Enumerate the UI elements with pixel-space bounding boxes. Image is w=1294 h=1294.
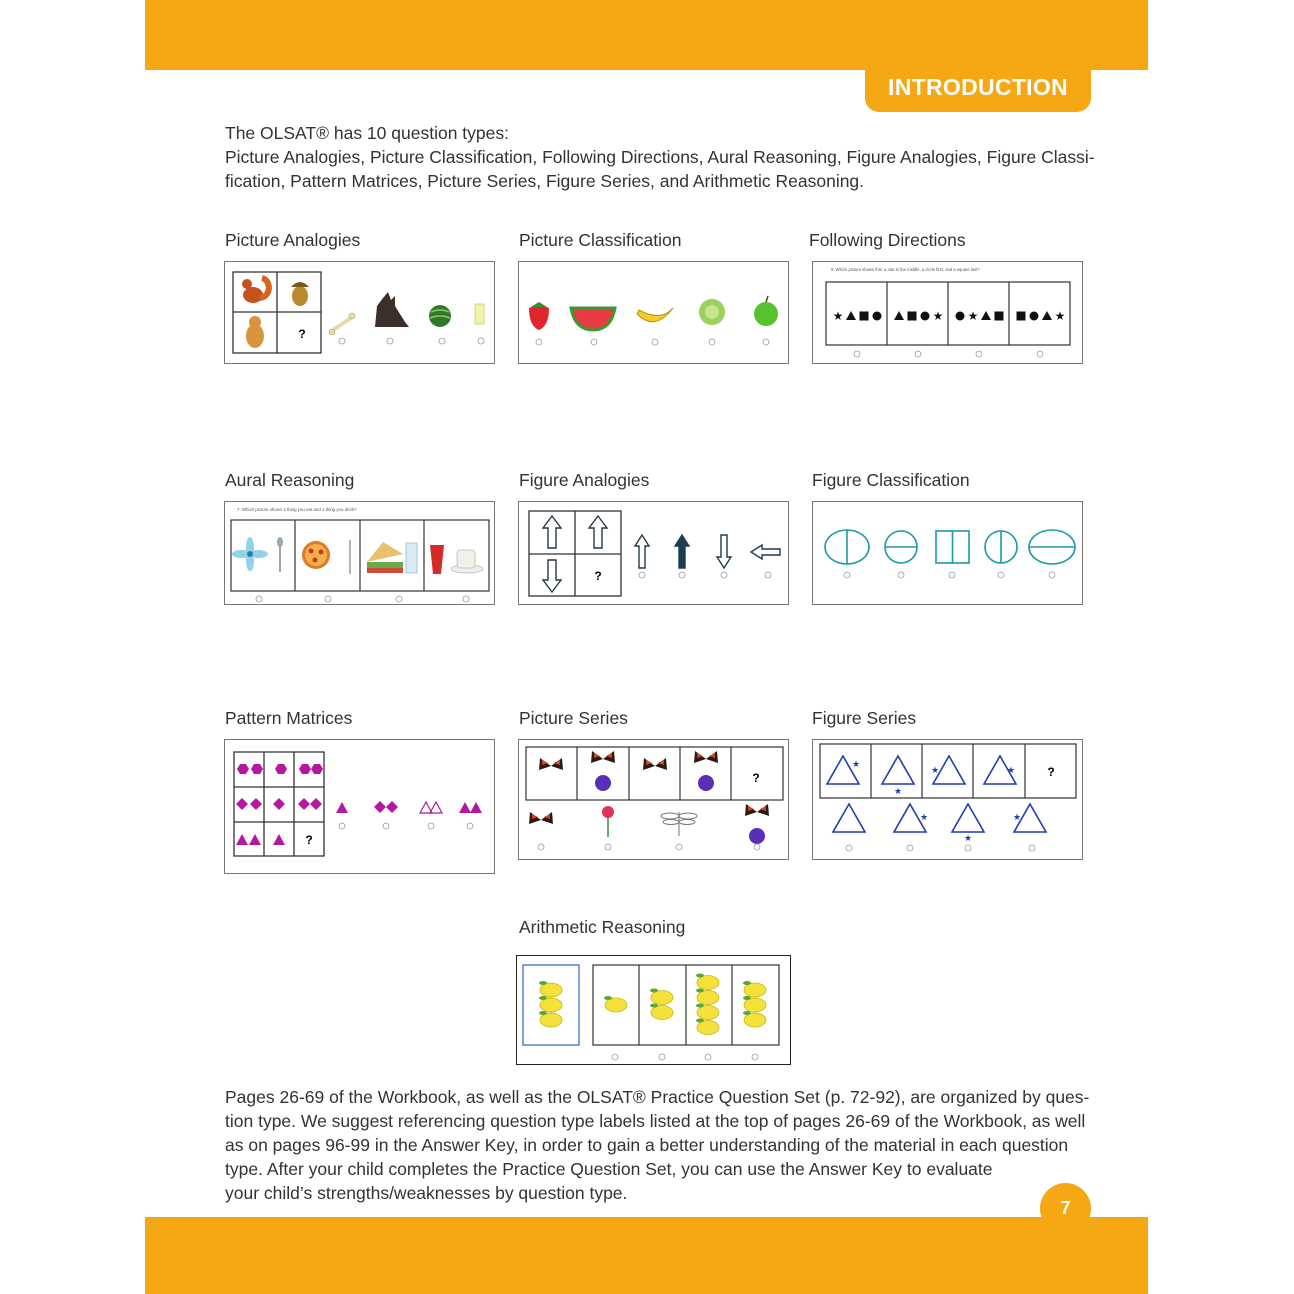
answer-bubble [907, 845, 913, 851]
svg-text:★: ★ [852, 760, 861, 770]
answer-bubble [325, 596, 331, 602]
label-picture-series: Picture Series [519, 708, 628, 728]
spoon-icon [277, 537, 283, 572]
square-icon [1017, 312, 1026, 321]
answer-bubble [396, 596, 402, 602]
lemon-icon [650, 1004, 673, 1020]
svg-text:★: ★ [1013, 813, 1022, 823]
arrow-up-icon [543, 516, 561, 548]
circle-icon [956, 312, 965, 321]
aural-reasoning-sample [224, 501, 495, 605]
answer-bubble [652, 339, 658, 345]
butterfly-icon [539, 758, 563, 770]
missing-item-mark: ? [1047, 765, 1055, 779]
answer-bubble [383, 823, 389, 829]
rose-icon [749, 828, 765, 844]
banana-icon [637, 308, 673, 322]
label-figure-series: Figure Series [812, 708, 917, 728]
intro-line: fication, Pattern Matrices, Picture Series, Figure Series, and Arithmetic Reasoning. [225, 171, 865, 191]
answer-bubble [538, 844, 544, 850]
answer-bubble [763, 339, 769, 345]
rose-icon [595, 775, 611, 791]
label-following-directions: Following Directions [809, 230, 966, 250]
answer-bubble [591, 339, 597, 345]
triangle-icon [459, 802, 471, 813]
juice-glass-icon [475, 304, 484, 324]
lemon-icon [696, 974, 719, 990]
outro-paragraph [225, 1085, 1095, 1205]
diamond-icon [374, 801, 386, 813]
lemon-icon [539, 1011, 562, 1027]
answer-bubble [752, 1054, 758, 1060]
answer-bubble [915, 351, 921, 357]
dragonfly-icon [661, 812, 697, 836]
answer-bubble [478, 338, 484, 344]
answer-bubble [998, 572, 1004, 578]
picture-series-sample [518, 739, 789, 860]
triangle-icon [470, 802, 482, 813]
answer-bubble [721, 572, 727, 578]
outro-line: as on pages 96-99 in the Answer Key, in order to gain a better understanding of the material in each question [225, 1135, 1069, 1155]
hexagon-icons [237, 764, 323, 774]
answer-bubble [1049, 572, 1055, 578]
answer-bubble [1029, 845, 1035, 851]
circle-icon [921, 312, 930, 321]
lemon-icon [650, 989, 673, 1005]
pattern-matrices-sample [224, 739, 495, 874]
triangle-icon [882, 756, 914, 784]
square-icon [860, 312, 869, 321]
answer-bubble [612, 1054, 618, 1060]
picture-classification-sample [518, 261, 789, 364]
arrow-down-icon [717, 535, 731, 568]
square-icon [995, 312, 1004, 321]
answer-bubble [949, 572, 955, 578]
butterfly-icon [745, 804, 769, 816]
triangle-icon [336, 802, 348, 813]
picture-analogies-art [225, 262, 496, 365]
lemon-icon [743, 1011, 766, 1027]
answer-bubble [846, 845, 852, 851]
svg-text:★: ★ [1007, 766, 1016, 776]
arrow-down-icon [543, 560, 561, 592]
answer-bubble [439, 338, 445, 344]
acorn-icon [292, 286, 308, 306]
diamond-icons [236, 798, 322, 810]
rose-icon [698, 775, 714, 791]
following-directions-art [813, 262, 1084, 365]
watermelon-slice-icon [571, 308, 615, 330]
aural-reasoning-art [225, 502, 496, 606]
answer-bubble [676, 844, 682, 850]
answer-bubble [605, 844, 611, 850]
lemon-icon [696, 989, 719, 1005]
figure-classification-sample [812, 501, 1083, 605]
intro-paragraph [225, 121, 1095, 193]
lemon-icon [743, 981, 766, 997]
answer-bubble [387, 338, 393, 344]
triangle-icon [952, 804, 984, 832]
answer-bubble [679, 572, 685, 578]
answer-bubble [339, 338, 345, 344]
butterfly-icon [529, 812, 553, 824]
answer-bubble [976, 351, 982, 357]
butterfly-icon [694, 751, 718, 763]
triangle-icon [846, 311, 856, 320]
answer-bubble [844, 572, 850, 578]
answer-bubble [463, 596, 469, 602]
lemon-icon [696, 1004, 719, 1020]
figure-analogies-art [519, 502, 790, 606]
outro-line: your child’s strengths/weaknesses by question type. [225, 1183, 628, 1203]
butterfly-icon [591, 751, 615, 763]
footer-band [145, 1217, 1148, 1294]
label-pattern-matrices: Pattern Matrices [225, 708, 353, 728]
answer-bubble [428, 823, 434, 829]
arrow-up-filled-icon [675, 535, 689, 568]
answer-bubble [765, 572, 771, 578]
answer-bubble [536, 339, 542, 345]
circle-icon [1030, 312, 1039, 321]
missing-item-mark: ? [594, 569, 602, 583]
butterfly-icon [643, 758, 667, 770]
page-number: 7 [1040, 1183, 1091, 1234]
label-aural-reasoning: Aural Reasoning [225, 470, 355, 490]
diamond-icon [386, 801, 398, 813]
question-prompt: 9. Which picture shows this: a star in the middle, a circle first, and a square last? [831, 267, 980, 272]
star-icon: ★ [1054, 309, 1066, 323]
soda-cup-icon [430, 545, 444, 574]
following-directions-sample [812, 261, 1083, 364]
answer-bubble [965, 845, 971, 851]
intro-line: The OLSAT® has 10 question types: [225, 123, 509, 143]
question-prompt: 7. Which picture shows 1 thing you eat and 1 thing you drink? [237, 507, 357, 512]
triangle-icon [894, 311, 904, 320]
arrow-left-icon [751, 545, 780, 559]
arrow-up-icon [589, 516, 607, 548]
answer-bubble [898, 572, 904, 578]
intro-line: Picture Analogies, Picture Classification, Following Directions, Aural Reasoning, Figure Analogies, Figure Classi- [225, 147, 1095, 167]
triangle-icons [236, 834, 285, 845]
triangle-outline-icon [420, 802, 432, 813]
picture-classification-art [519, 262, 790, 365]
sandwich-icon [367, 542, 403, 573]
flower-icon [232, 537, 268, 571]
outro-line: type. After your child completes the Practice Question Set, you can use the Answer Key to evaluate [225, 1159, 993, 1179]
picture-analogies-sample [224, 261, 495, 364]
lemon-icon [743, 996, 766, 1012]
answer-bubble [639, 572, 645, 578]
star-icon: ★ [932, 309, 944, 323]
star-icon: ★ [967, 309, 979, 323]
strawberry-icon [529, 306, 549, 330]
circle-icon [873, 312, 882, 321]
cat-icon [375, 292, 409, 327]
lemon-icon [539, 996, 562, 1012]
missing-item-mark: ? [305, 833, 313, 847]
label-picture-classification: Picture Classification [519, 230, 682, 250]
svg-text:★: ★ [964, 834, 973, 844]
triangle-icon [981, 311, 991, 320]
figure-series-art [813, 740, 1084, 861]
lemon-icon [604, 996, 627, 1012]
label-figure-classification: Figure Classification [812, 470, 970, 490]
apple-icon [754, 302, 778, 326]
label-picture-analogies: Picture Analogies [225, 230, 361, 250]
missing-item-mark: ? [752, 771, 760, 785]
shape-options [833, 309, 1066, 323]
outro-line: tion type. We suggest referencing question type labels listed at the top of pages 26-69 of the Workbook, as well [225, 1111, 1086, 1131]
lemon-icon [696, 1019, 719, 1035]
answer-bubble [467, 823, 473, 829]
star-icons [852, 760, 1021, 844]
answer-bubble [705, 1054, 711, 1060]
water-glass-icon [406, 543, 417, 573]
figure-series-sample [812, 739, 1083, 860]
bone-icon [329, 313, 355, 335]
outro-line: Pages 26-69 of the Workbook, as well as the OLSAT® Practice Question Set (p. 72-92), are organized by ques- [225, 1087, 1090, 1107]
label-figure-analogies: Figure Analogies [519, 470, 650, 490]
triangle-icon [833, 804, 865, 832]
carnation-icon [602, 806, 614, 837]
star-icon: ★ [832, 309, 844, 323]
label-arithmetic-reasoning: Arithmetic Reasoning [519, 917, 686, 937]
missing-item-mark: ? [298, 327, 306, 341]
svg-text:★: ★ [894, 787, 903, 797]
answer-bubble [659, 1054, 665, 1060]
arithmetic-reasoning-art [517, 956, 792, 1066]
answer-bubble [1037, 351, 1043, 357]
picture-series-art [519, 740, 790, 861]
lemon-icon [539, 981, 562, 997]
pattern-matrices-art [225, 740, 496, 875]
figure-classification-art [813, 502, 1084, 606]
svg-text:★: ★ [920, 813, 929, 823]
answer-bubble [709, 339, 715, 345]
triangle-icon [1042, 311, 1052, 320]
answer-bubble [754, 844, 760, 850]
section-tab: INTRODUCTION [865, 62, 1091, 112]
triangle-outline-icon [430, 802, 442, 813]
figure-analogies-sample [518, 501, 789, 605]
butterfly-icons [529, 751, 769, 824]
square-icon [908, 312, 917, 321]
answer-bubble [854, 351, 860, 357]
arithmetic-reasoning-sample [516, 955, 791, 1065]
arrow-up-icon [635, 535, 649, 568]
answer-bubble [339, 823, 345, 829]
answer-bubble [256, 596, 262, 602]
svg-text:★: ★ [931, 766, 940, 776]
header-band [145, 0, 1148, 70]
